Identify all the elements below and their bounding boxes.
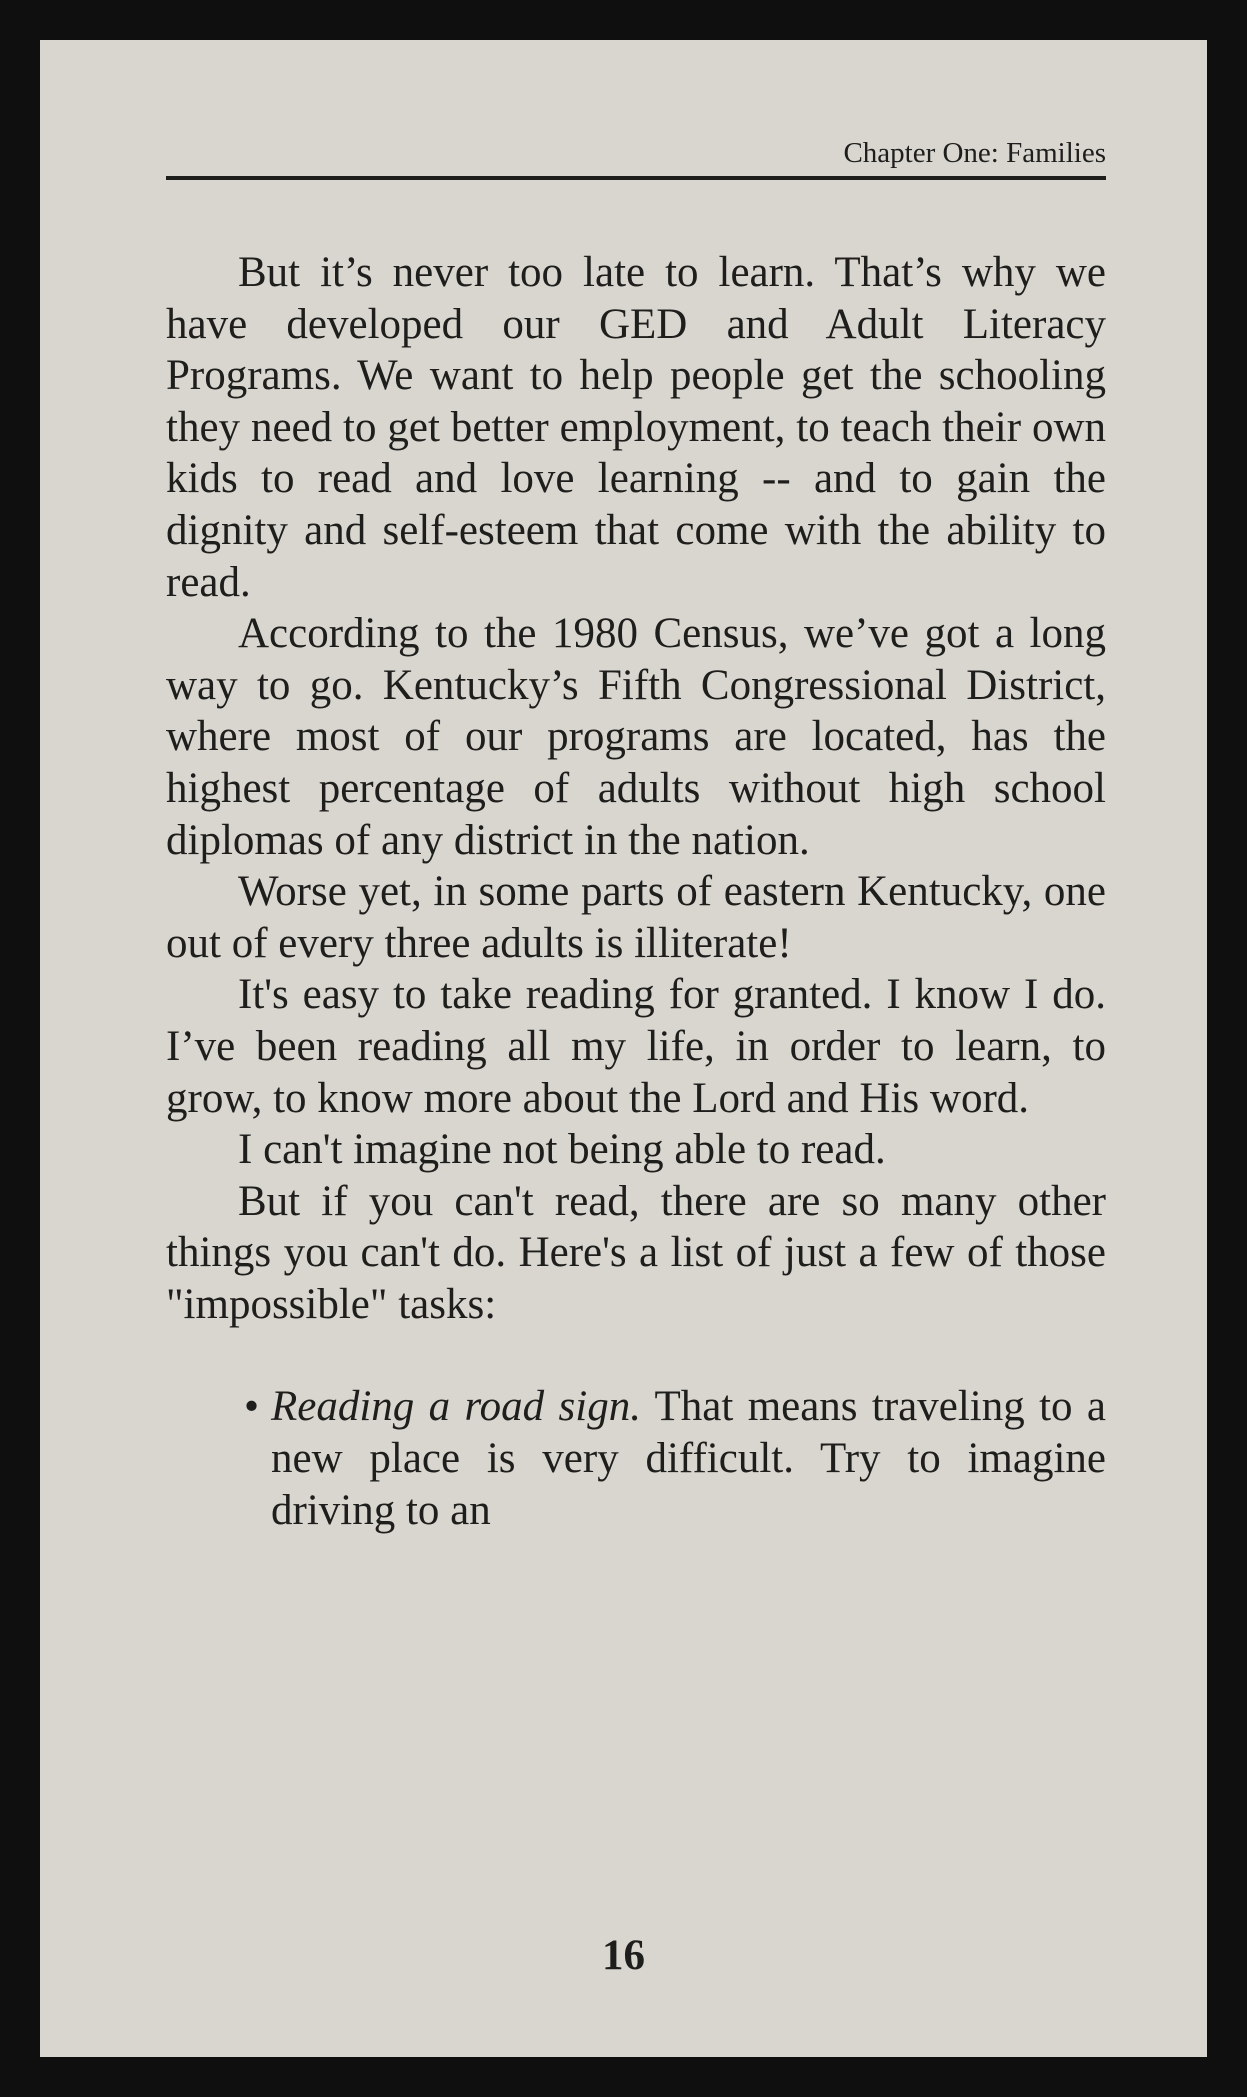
list-item [166,1381,1106,1536]
paragraph: Worse yet, in some parts of eastern Kentucky, one out of every three adults is illiterate! [166,868,1106,967]
page-number: 16 [602,1932,645,1979]
bullet-marker: • [244,1383,260,1431]
paragraph: But it’s never too late to learn. That’s why we have developed our GED and Adult Literacy Programs. We want to help people get the schooling they need to get better employment, to teach their own kids to read and love learning -- and to gain the dignity and self-esteem that come with the ability to read. [166,249,1106,606]
header-rule [166,176,1106,180]
running-head: Chapter One: Families [843,137,1106,169]
bullet-list [166,1381,1106,1536]
bullet-lead-in: Reading a road sign. [271,1383,641,1431]
paragraph: According to the 1980 Census, we’ve got a long way to go. Kentucky’s Fifth Congressional District, where most of our programs are located, has the highest percentage of adults without high school diplomas of any district in the nation. [166,610,1106,864]
paragraph: It's easy to take reading for granted. I know I do. I’ve been reading all my life, in order to learn, to grow, to know more about the Lord and His word. [166,971,1106,1122]
book-page [40,40,1207,2057]
body-text [166,247,1106,1536]
bullet-text: That means traveling to a new place is very difficult. Try to imagine driving to an [271,1383,1106,1534]
paragraph: I can't imagine not being able to read. [238,1126,886,1174]
paragraph: But if you can't read, there are so many other things you can't do. Here's a list of just a few of those "impossible" tasks: [166,1177,1106,1328]
